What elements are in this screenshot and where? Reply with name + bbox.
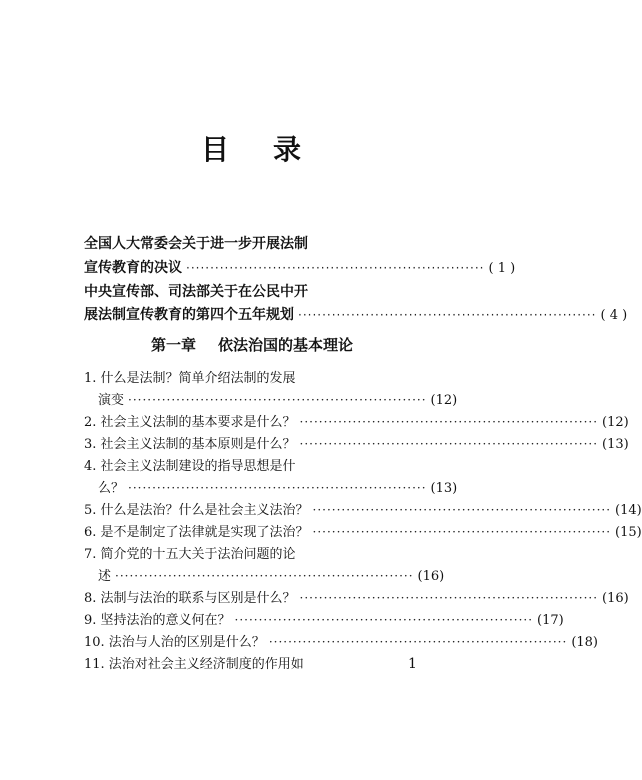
toc-entry-line: 1. 什么是法制？简单介绍法制的发展 — [84, 371, 296, 386]
dot-leader: ······························································ — [298, 308, 597, 322]
toc-entry — [84, 257, 516, 277]
toc-entry — [84, 433, 629, 452]
toc-entry-title: 6. 是不是制定了法律就是实现了法治？ — [84, 525, 309, 540]
toc-entry-title: 演变 — [98, 393, 125, 408]
toc-page-ref: (14) — [615, 503, 642, 518]
toc-entry — [84, 521, 642, 540]
toc-entry-title: 3. 社会主义法制的基本原则是什么？ — [84, 437, 296, 452]
toc-entry — [84, 631, 598, 650]
page-title — [0, 128, 504, 168]
toc-entry-title: 9. 坚持法治的意义何在？ — [84, 613, 231, 628]
toc-entry-title: 2. 社会主义法制的基本要求是什么？ — [84, 415, 296, 430]
dot-leader: ······························································ — [312, 503, 612, 517]
toc-entry — [84, 587, 629, 606]
toc-entry — [98, 477, 458, 496]
toc-entry — [84, 499, 642, 518]
dot-leader: ······························································ — [299, 415, 599, 429]
toc-page-ref: (16) — [602, 591, 629, 606]
page-number: 1 — [408, 656, 417, 672]
chapter-label: 第一章 — [150, 336, 196, 354]
chapter-title: 依法治国的基本理论 — [218, 336, 354, 354]
title-char-2: 录 — [273, 133, 304, 166]
toc-entry-title: 5. 什么是法治？什么是社会主义法治？ — [84, 503, 309, 518]
toc-entry — [98, 565, 445, 584]
toc-page-ref: ( 1 ) — [488, 261, 516, 276]
toc-page-ref: (12) — [430, 393, 458, 408]
toc-entry-title: 10. 法治与人治的区别是什么？ — [84, 635, 265, 650]
dot-leader: ······························································ — [186, 261, 485, 275]
dot-leader: ······························································ — [268, 635, 568, 649]
dot-leader: ······························································ — [115, 569, 414, 583]
toc-page-ref: (13) — [602, 437, 629, 452]
toc-entry-title: 么？ — [98, 481, 125, 496]
toc-entry — [84, 411, 629, 430]
toc-page-ref: (15) — [615, 525, 642, 540]
toc-entry-line: 11. 法治对社会主义经济制度的作用如 — [84, 657, 304, 672]
toc-page-ref: (12) — [602, 415, 629, 430]
toc-entry-title: 8. 法制与法治的联系与区别是什么？ — [84, 591, 296, 606]
dot-leader: ······························································ — [234, 613, 534, 627]
toc-page-ref: ( 4 ) — [600, 308, 628, 323]
toc-page-ref: (13) — [430, 481, 458, 496]
toc-page-ref: (16) — [417, 569, 445, 584]
toc-entry-line: 4. 社会主义法制建设的指导思想是什 — [84, 459, 296, 474]
toc-entry — [98, 389, 458, 408]
dot-leader: ······························································ — [299, 437, 599, 451]
toc-page-ref: (17) — [537, 613, 564, 628]
title-char-1: 目 — [200, 133, 231, 166]
toc-entry-title: 宣传教育的决议 — [84, 260, 182, 276]
toc-entry-title: 展法制宣传教育的第四个五年规划 — [84, 307, 294, 323]
dot-leader: ······························································ — [312, 525, 612, 539]
toc-page-ref: (18) — [571, 635, 598, 650]
dot-leader: ······························································ — [299, 591, 599, 605]
toc-entry — [84, 609, 564, 628]
dot-leader: ······························································ — [128, 393, 427, 407]
toc-entry-line: 7. 简介党的十五大关于法治问题的论 — [84, 547, 296, 562]
chapter-heading — [0, 334, 504, 355]
toc-entry-title: 述 — [98, 569, 112, 584]
toc-entry — [84, 304, 628, 324]
toc-entry-line: 全国人大常委会关于进一步开展法制 — [84, 236, 308, 252]
toc-entry-line: 中央宣传部、司法部关于在公民中开 — [84, 284, 308, 300]
dot-leader: ······························································ — [128, 481, 427, 495]
